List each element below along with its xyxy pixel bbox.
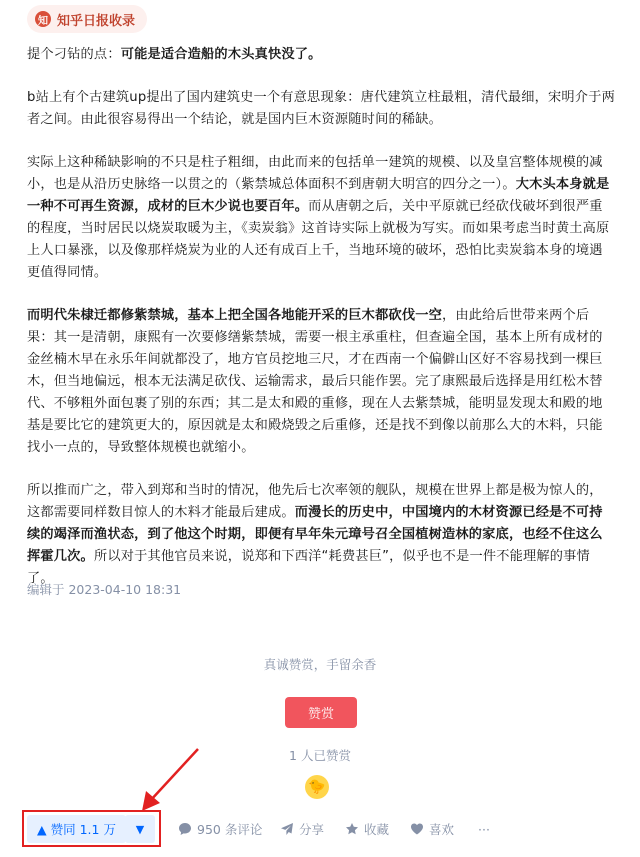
bold-text: 可能是适合造船的木头真快没了。 [120,47,322,62]
reward-button[interactable]: 赞赏 [285,697,357,728]
collect-label: 收藏 [364,822,390,837]
collect-button[interactable] [345,815,389,843]
comments-button[interactable] [178,815,262,843]
text-run: 而从唐朝之后，关中平原就已经砍伐破坏到很严重的程度，当时居民以烧炭取暖为主，《卖炭翁》这首诗实际上就极为写实。而如果考虑当时黄土高原上人口暴涨，以及像那样烧炭为业的人还有成百上千，当地环境的破坏，恐怕比卖炭翁本身的境遇更值得同情。 [27,199,610,280]
downvote-button[interactable] [125,815,155,843]
more-button[interactable] [478,815,490,843]
triangle-down-icon: ▼ [135,822,145,836]
annotation-arrow-icon [140,745,210,815]
bold-text: 而明代朱棣迁都修紫禁城，基本上把全国各地能开采的巨木都砍伐一空 [27,308,443,323]
text-run: b站上有个古建筑up提出了国内建筑史一个有意思现象：唐代建筑立柱最粗，清代最细，宋明介于两者之间。由此很容易得出一个结论，就是国内巨木资源随时间的稀缺。 [27,90,615,127]
triangle-up-icon: ▲ [37,821,47,837]
upvote-button[interactable] [27,815,126,843]
text-run: ，由此给后世带来两个后果：其一是清朝，康熙有一次要修缮紫禁城，需要一根主承重柱，但查遍全国，基本上所有成材的金丝楠木早在永乐年间就都没了，地方官员挖地三尺，才在西南一个偏僻山区好不容易找到一棵巨木，但当地偏远，根本无法满足砍伐、运输需求，最后只能作罢。完了康熙最后选择是用红松木替代、不够粗外面包裹了别的东西；其二是太和殿的重修，现在人去紫禁城，能明显发现太和殿的地基是要比它的建筑更大的，原因就是太和殿烧毁之后重修，还是找不到像以前那么大的木料，只能找小一点的，导致整体规模也就缩小。 [27,308,603,455]
tag-label: 知乎日报收录 [57,13,136,29]
answer-content [27,40,615,611]
text-run: 所以推而广之，带入到郑和当时的情况，他先后七次率领的舰队，规模在世界上都是极为惊人的，这都需要同样数目惊人的木料才能最后建成。 [27,483,603,520]
comment-icon [178,822,192,836]
zhihu-daily-tag[interactable] [27,5,147,33]
upvote-label: 赞同 1.1 万 [50,822,116,837]
comments-label: 950 条评论 [197,822,263,837]
reward-user-avatar[interactable]: 🐤 [305,775,329,799]
text-run: 实际上这种稀缺影响的不只是柱子粗细，由此而来的包括单一建筑的规模、以及皇宫整体规模的减小，也是从沿历史脉络一以贯之的（紫禁城总体面积不到唐朝大明宫的四分之一）。 [27,155,603,192]
paragraph [27,44,615,66]
edited-time: 编辑于 2023-04-10 18:31 [27,582,182,597]
heart-icon [410,822,424,836]
zhihu-logo-icon: 知 [35,11,51,27]
more-icon: ··· [478,821,490,837]
text-run: 提个刁钻的点： [27,47,121,62]
share-button[interactable] [280,815,324,843]
like-button[interactable] [410,815,454,843]
like-label: 喜欢 [429,822,455,837]
paper-plane-icon [280,822,294,836]
paragraph [27,152,615,284]
paragraph [27,305,615,459]
share-label: 分享 [299,822,325,837]
reward-prompt: 真诚赞赏，手留余香 [263,657,377,672]
bold-text: 而漫长的历史中，中国境内的木材资源已经是不可持续的竭泽而渔状态，到了他这个时期，即便有早年朱元璋号召全国植树造林的家底，也经不住这么挥霍几次。 [27,505,603,564]
paragraph [27,87,615,131]
paragraph [27,480,615,590]
text-run: 所以对于其他官员来说，说郑和下西洋“耗费甚巨”，似乎也不是一件不能理解的事情了。 [27,549,590,586]
reward-count: 1 人已赞赏 [289,748,351,763]
bold-text: 大木头本身就是一种不可再生资源，成材的巨木少说也要百年。 [27,177,610,214]
star-icon [345,822,359,836]
